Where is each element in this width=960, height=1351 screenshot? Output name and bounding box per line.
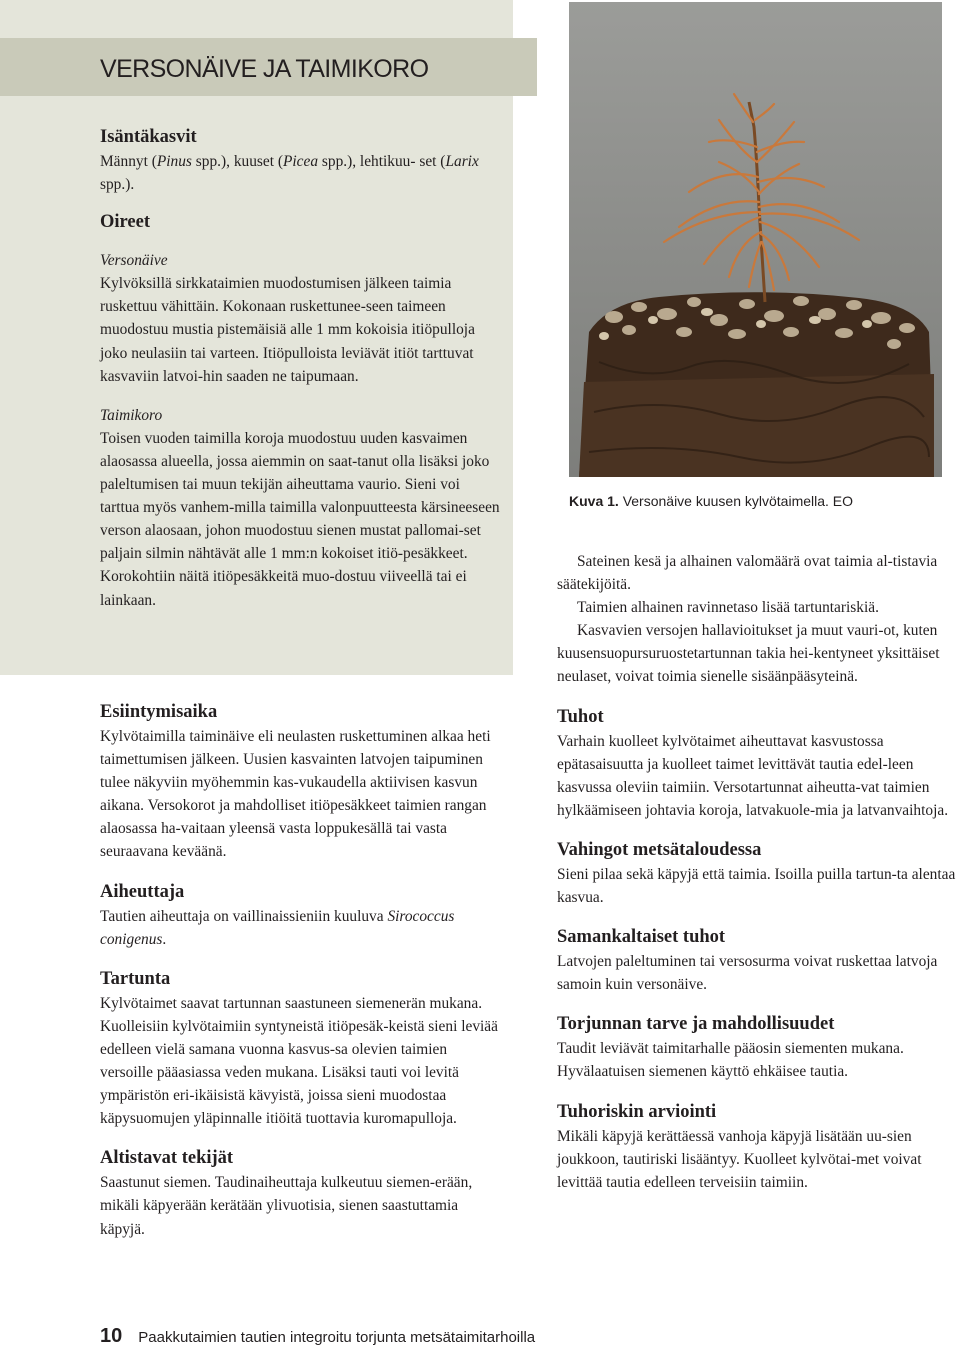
seedling-photo (569, 2, 942, 477)
aiheuttaja-text: Tautien aiheuttaja on vaillinaissieniin kuuluva Sirococcus conigenus. (100, 907, 455, 948)
heading-altistavat: Altistavat tekijät (100, 1148, 234, 1169)
heading-oireet: Oireet (100, 212, 150, 233)
left-column-upper (100, 125, 500, 612)
tuhot-text: Varhain kuolleet kylvötaimet aiheuttavat kasvustossa epätasaisuutta ja kuolleet taimet levittävät tautia edel-leen kasvussa oleviin taimiin. Versotartunnat aiheutta-vat taimien hylkäämiseen johtavia koroja, latvakuole-mia ja latvanvaihtoja. (557, 732, 949, 819)
page-number: 10 (100, 1325, 123, 1347)
right-paragraph-1: Sateinen kesä ja alhainen valomäärä ovat taimia al-tistavia säätekijöitä. (557, 553, 938, 594)
seedling-illustration (569, 2, 942, 477)
isantakasvit-text: Männyt (Pinus spp.), kuuset (Picea spp.), lehtikuu- set (Larix spp.). (100, 153, 479, 194)
photo-caption: Kuva 1. Versonäive kuusen kylvötaimella. EO (569, 493, 854, 509)
right-paragraph-2: Taimien alhainen ravinnetaso lisää tartuntariskiä. (577, 599, 879, 617)
samankaltaiset-text: Latvojen paleltuminen tai versosurma voivat ruskettaa latvoja samoin kuin versonäive. (557, 953, 938, 994)
tartunta-text: Kylvötaimet saavat tartunnan saastuneen siemenerän mukana. Kuolleisiin kylvötaimiin syntyneistä itiöpesäk-keistä sieni leviää edelleen vielä samana vuonna kasvus-sa olevien taimien versoille pääasiassa veden mukana. Lisäksi tauti voi levitä ympäristön eri-ikäisistä kävyistä, joissa sieni muodostaa käpysuomujen yläpinnalle itiöitä tuottavia kuromapulloja. (100, 994, 498, 1128)
right-paragraph-3: Kasvavien versojen hallavioitukset ja muut vauri-ot, kuten kuusensuopursuruostetartunnan takia hei-kentyneet yksittäiset neulaset, voivat toimia sienelle sisäänpääsyteinä. (557, 622, 940, 686)
heading-aiheuttaja: Aiheuttaja (100, 881, 185, 902)
heading-esiintymisaika: Esiintymisaika (100, 702, 218, 722)
heading-torjunnan: Torjunnan tarve ja mahdollisuudet (557, 1014, 835, 1035)
tuhoriski-text: Mikäli käpyjä kerättäessä vanhoja käpyjä lisätään uu-sien joukkoon, tautiriski lisääntyy. Kuolleet kylvötai-met voivat levittää tautia edelleen terveisiin taimiin. (557, 1127, 922, 1191)
page-title: VERSONÄIVE JA TAIMIKORO (100, 55, 429, 83)
heading-isantakasvit: Isäntäkasvit (100, 127, 197, 147)
vahingot-text: Sieni pilaa sekä käpyjä että taimia. Isoilla puilla tartun-ta alentaa kasvua. (557, 865, 956, 907)
altistavat-text: Saastunut siemen. Taudinaiheuttaja kulkeutuu siemen-erään, mikäli käpyerään kerätään ylivuotisia, sienen saastuttamia käpyjä. (100, 1174, 473, 1238)
left-column-lower (100, 700, 500, 1241)
heading-vahingot: Vahingot metsätaloudessa (557, 839, 762, 860)
subheading-taimikoro: Taimikoro (100, 406, 163, 424)
species-name: Sirococcus conigenus (100, 907, 455, 948)
torjunnan-text: Taudit leviävät taimitarhalle pääosin siementen mukana. Hyvälaatuisen siemenen käyttö ehkäisee tautia. (557, 1040, 904, 1081)
heading-tuhot: Tuhot (557, 706, 604, 727)
oireet-paragraph-2: Toisen vuoden taimilla koroja muodostuu uuden kasvaimen alaosassa alueella, jossa aiemmin on saat-tanut olla lisäksi joko paleltumisen tai muun tekijän aiheuttama vaurio. Sieni voi tarttua myös vanhem-milla taimilla valonpuutteesta kärsineeseen verson alaosaan, johon muodostuu sienen mustat pallomai-set paljain silmin nähtävät alle 1 mm:n kokoiset itiö-pesäkkeet. Korokohtiin näitä itiöpesäkkeitä muo-dostuu viiveellä tai ei lainkaan. (100, 429, 500, 609)
esiintymisaika-text: Kylvötaimilla taiminäive eli neulasten ruskettuminen alkaa heti taimettumisen jälkeen. Uusien kasvainten latvojen taipuminen tulee näkyviin myöhemmin kas-vukaudella aktiivisen kasvun aikana. Versokorot ja mahdolliset itiöpesäkkeet taimien rangan alaosassa ha-vaitaan yleensä vasta loppukesällä tai vasta seuraavana keväänä. (100, 728, 491, 861)
subheading-versonaive: Versonäive (100, 252, 168, 270)
heading-samankaltaiset: Samankaltaiset tuhot (557, 927, 726, 948)
right-column (557, 550, 957, 1194)
heading-tartunta: Tartunta (100, 968, 171, 989)
heading-tuhoriski: Tuhoriskin arviointi (557, 1101, 717, 1122)
page-footer (100, 1325, 535, 1348)
footer-title: Paakkutaimien tautien integroitu torjunta metsätaimitarhoilla (138, 1329, 536, 1346)
oireet-paragraph-1: Kylvöksillä sirkkataimien muodostumisen jälkeen taimia ruskettuu vähittäin. Kokonaan ruskettunee-seen taimeen muodostuu mustia pistemäisiä alle 1 mm kokoisia itiöpulloja joko neulasiin tai varteen. Itiöpulloista leviävät itiöt tarttuvat kasvaviin latvoi-hin saaden ne taipumaan. (100, 275, 475, 385)
